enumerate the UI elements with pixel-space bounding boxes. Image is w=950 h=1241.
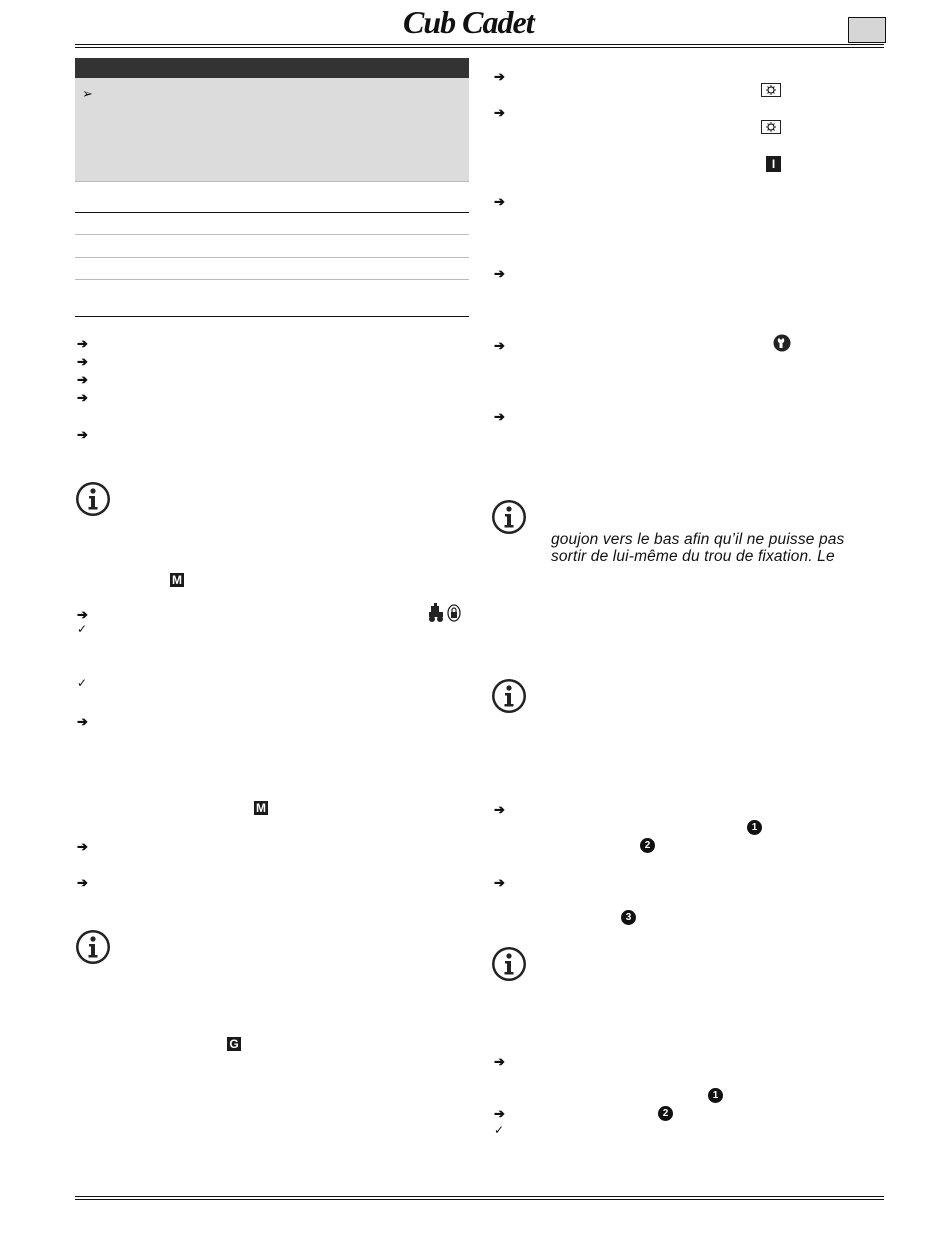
- key-g-icon: G: [227, 1037, 241, 1051]
- callout-1-icon: 1: [747, 820, 762, 835]
- info-note-text: [551, 531, 844, 565]
- check-icon: ✓: [77, 622, 88, 636]
- header-rule-2: [75, 47, 884, 48]
- check-icon: ✓: [494, 1123, 505, 1137]
- arrow-icon: ➔: [77, 839, 88, 854]
- arrow-icon: ➔: [494, 1054, 505, 1069]
- arrow-icon: ➔: [77, 336, 88, 351]
- arrow-icon: ➔: [77, 875, 88, 890]
- callout-2-icon: 2: [658, 1106, 673, 1121]
- arrow-icon: ➔: [494, 338, 505, 353]
- arrow-icon: ➔: [494, 409, 505, 424]
- arrow-icon: ➔: [494, 266, 505, 281]
- arrow-icon: ➔: [77, 607, 88, 622]
- table-divider: [75, 181, 469, 182]
- callout-1-icon: 1: [708, 1088, 723, 1103]
- table-divider: [75, 316, 469, 317]
- arrow-icon: ➔: [494, 802, 505, 817]
- arrow-icon: ➔: [77, 427, 88, 442]
- info-note-line: sortir de lui-même du trou de fixation. Le: [551, 548, 835, 565]
- check-icon: ✓: [77, 676, 88, 690]
- key-i-icon: I: [766, 156, 781, 172]
- info-icon: [491, 946, 527, 982]
- table-divider: [75, 279, 469, 280]
- arrow-icon: ➔: [494, 1106, 505, 1121]
- info-note-line: goujon vers le bas afin qu’il ne puisse pas: [551, 531, 845, 548]
- footer-rule: [75, 1196, 884, 1197]
- table-divider: [75, 257, 469, 258]
- info-icon: [491, 678, 527, 714]
- info-icon: [491, 499, 527, 535]
- arrow-icon: ➔: [494, 875, 505, 890]
- arrow-icon: ➔: [77, 354, 88, 369]
- arrow-icon: ➔: [494, 105, 505, 120]
- callout-3-icon: 3: [621, 910, 636, 925]
- table-header-bar: [75, 58, 469, 78]
- wrench-icon: [773, 334, 791, 352]
- tractor-lock-icon: [428, 603, 464, 623]
- key-m-icon: M: [172, 573, 182, 587]
- note-box: [75, 78, 469, 181]
- info-icon: [75, 481, 111, 517]
- brand-logo: Cub Cadet.: [403, 4, 535, 40]
- table-divider: [75, 234, 469, 235]
- page-number-box: [848, 17, 886, 43]
- gear-rotate-icon: [761, 83, 781, 97]
- arrow-icon: ➔: [494, 194, 505, 209]
- callout-2-icon: 2: [640, 838, 655, 853]
- table-divider: [75, 212, 469, 213]
- key-m-icon: M: [256, 801, 266, 815]
- arrow-icon: ➔: [494, 69, 505, 84]
- bullet-triangle-icon: ➢: [82, 86, 93, 101]
- arrow-icon: ➔: [77, 390, 88, 405]
- arrow-icon: ➔: [77, 372, 88, 387]
- footer-rule-2: [75, 1199, 884, 1200]
- arrow-icon: ➔: [77, 714, 88, 729]
- header-rule: [75, 44, 884, 45]
- info-icon: [75, 929, 111, 965]
- gear-icon: [761, 120, 781, 134]
